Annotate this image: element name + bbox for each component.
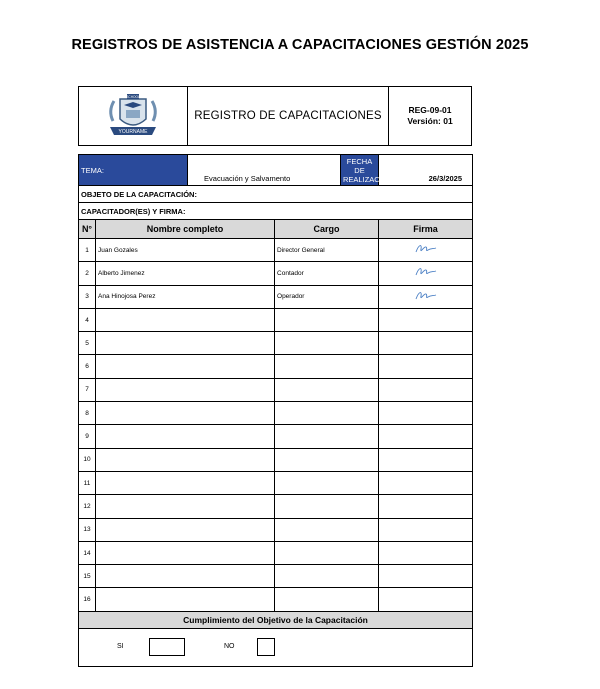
row-signature[interactable] bbox=[379, 518, 473, 541]
row-name[interactable] bbox=[96, 378, 275, 401]
row-number: 4 bbox=[79, 308, 96, 331]
col-header-role: Cargo bbox=[275, 220, 379, 239]
row-role[interactable]: Director General bbox=[275, 239, 379, 262]
row-number: 6 bbox=[79, 355, 96, 378]
row-number: 15 bbox=[79, 565, 96, 588]
table-row bbox=[79, 402, 473, 425]
row-number: 8 bbox=[79, 402, 96, 425]
row-role[interactable]: Operador bbox=[275, 285, 379, 308]
cumplimiento-options bbox=[79, 629, 472, 666]
school-logo bbox=[79, 87, 188, 145]
col-header-sign: Firma bbox=[379, 220, 473, 239]
table-row bbox=[79, 471, 473, 494]
form-header bbox=[78, 86, 472, 146]
no-label: NO bbox=[224, 642, 235, 650]
cumplimiento-title: Cumplimiento del Objetivo de la Capacitación bbox=[79, 611, 473, 628]
row-number: 9 bbox=[79, 425, 96, 448]
row-name[interactable] bbox=[96, 402, 275, 425]
row-number: 3 bbox=[79, 285, 96, 308]
row-role[interactable] bbox=[275, 425, 379, 448]
row-role[interactable] bbox=[275, 332, 379, 355]
row-number: 10 bbox=[79, 448, 96, 471]
no-checkbox[interactable] bbox=[257, 638, 275, 656]
row-signature[interactable] bbox=[379, 588, 473, 611]
table-row bbox=[79, 355, 473, 378]
row-signature[interactable] bbox=[379, 471, 473, 494]
row-name[interactable] bbox=[96, 588, 275, 611]
si-label: SI bbox=[117, 642, 124, 650]
row-role[interactable] bbox=[275, 402, 379, 425]
table-row bbox=[79, 448, 473, 471]
tema-value[interactable]: Evacuación y Salvamento bbox=[188, 155, 341, 186]
row-name[interactable] bbox=[96, 495, 275, 518]
row-role[interactable] bbox=[275, 378, 379, 401]
school-crest-icon bbox=[104, 91, 162, 141]
row-name[interactable] bbox=[96, 471, 275, 494]
col-header-name: Nombre completo bbox=[96, 220, 275, 239]
row-name[interactable]: Alberto Jimenez bbox=[96, 262, 275, 285]
table-row bbox=[79, 588, 473, 611]
row-name[interactable]: Ana Hinojosa Perez bbox=[96, 285, 275, 308]
row-signature[interactable] bbox=[379, 378, 473, 401]
row-name[interactable] bbox=[96, 565, 275, 588]
document-title: REGISTROS DE ASISTENCIA A CAPACITACIONES GESTIÓN 2025 bbox=[71, 37, 529, 53]
table-row bbox=[79, 239, 473, 262]
row-number: 12 bbox=[79, 495, 96, 518]
row-name[interactable] bbox=[96, 332, 275, 355]
row-role[interactable] bbox=[275, 308, 379, 331]
row-number: 7 bbox=[79, 378, 96, 401]
row-signature[interactable] bbox=[379, 448, 473, 471]
form-code-number: REG-09-01 bbox=[408, 105, 452, 115]
row-name[interactable] bbox=[96, 425, 275, 448]
row-role[interactable] bbox=[275, 495, 379, 518]
row-signature[interactable] bbox=[379, 308, 473, 331]
row-name[interactable] bbox=[96, 518, 275, 541]
col-header-num: N° bbox=[79, 220, 96, 239]
form-version: Versión: 01 bbox=[407, 116, 453, 126]
attendance-table bbox=[78, 154, 473, 667]
table-row bbox=[79, 425, 473, 448]
signature-icon bbox=[413, 266, 439, 278]
row-role[interactable]: Contador bbox=[275, 262, 379, 285]
capacitador-label: CAPACITADOR(ES) Y FIRMA: bbox=[79, 203, 473, 220]
fecha-label: FECHA DE REALIZACIÓN: bbox=[341, 155, 379, 186]
row-signature[interactable] bbox=[379, 332, 473, 355]
row-name[interactable] bbox=[96, 541, 275, 564]
row-number: 13 bbox=[79, 518, 96, 541]
table-row bbox=[79, 518, 473, 541]
row-number: 11 bbox=[79, 471, 96, 494]
row-role[interactable] bbox=[275, 355, 379, 378]
row-signature[interactable] bbox=[379, 541, 473, 564]
fecha-value[interactable]: 26/3/2025 bbox=[379, 155, 473, 186]
row-role[interactable] bbox=[275, 541, 379, 564]
table-row bbox=[79, 565, 473, 588]
table-row bbox=[79, 332, 473, 355]
row-signature[interactable] bbox=[379, 239, 473, 262]
row-number: 2 bbox=[79, 262, 96, 285]
row-signature[interactable] bbox=[379, 402, 473, 425]
row-signature[interactable] bbox=[379, 495, 473, 518]
row-signature[interactable] bbox=[379, 262, 473, 285]
svg-text:SCHOOL: SCHOOL bbox=[126, 95, 140, 99]
row-number: 14 bbox=[79, 541, 96, 564]
signature-icon bbox=[413, 243, 439, 255]
row-role[interactable] bbox=[275, 565, 379, 588]
row-number: 1 bbox=[79, 239, 96, 262]
signature-icon bbox=[413, 290, 439, 302]
attendance-rows bbox=[79, 239, 473, 612]
tema-label: TEMA: bbox=[79, 155, 188, 186]
table-row bbox=[79, 541, 473, 564]
row-name[interactable]: Juan Gozales bbox=[96, 239, 275, 262]
row-role[interactable] bbox=[275, 588, 379, 611]
row-number: 16 bbox=[79, 588, 96, 611]
row-role[interactable] bbox=[275, 448, 379, 471]
table-row bbox=[79, 262, 473, 285]
row-name[interactable] bbox=[96, 448, 275, 471]
row-signature[interactable] bbox=[379, 425, 473, 448]
si-checkbox[interactable] bbox=[149, 638, 185, 656]
row-role[interactable] bbox=[275, 518, 379, 541]
svg-text:YOURNAME: YOURNAME bbox=[118, 129, 148, 135]
row-signature[interactable] bbox=[379, 355, 473, 378]
table-row bbox=[79, 308, 473, 331]
row-number: 5 bbox=[79, 332, 96, 355]
form-code bbox=[389, 87, 471, 145]
table-row bbox=[79, 378, 473, 401]
table-row bbox=[79, 285, 473, 308]
row-signature[interactable] bbox=[379, 565, 473, 588]
row-signature[interactable] bbox=[379, 285, 473, 308]
objeto-label: OBJETO DE LA CAPACITACIÓN: bbox=[79, 186, 473, 203]
row-name[interactable] bbox=[96, 355, 275, 378]
row-role[interactable] bbox=[275, 471, 379, 494]
row-name[interactable] bbox=[96, 308, 275, 331]
table-row bbox=[79, 495, 473, 518]
form-title: REGISTRO DE CAPACITACIONES bbox=[188, 87, 389, 145]
